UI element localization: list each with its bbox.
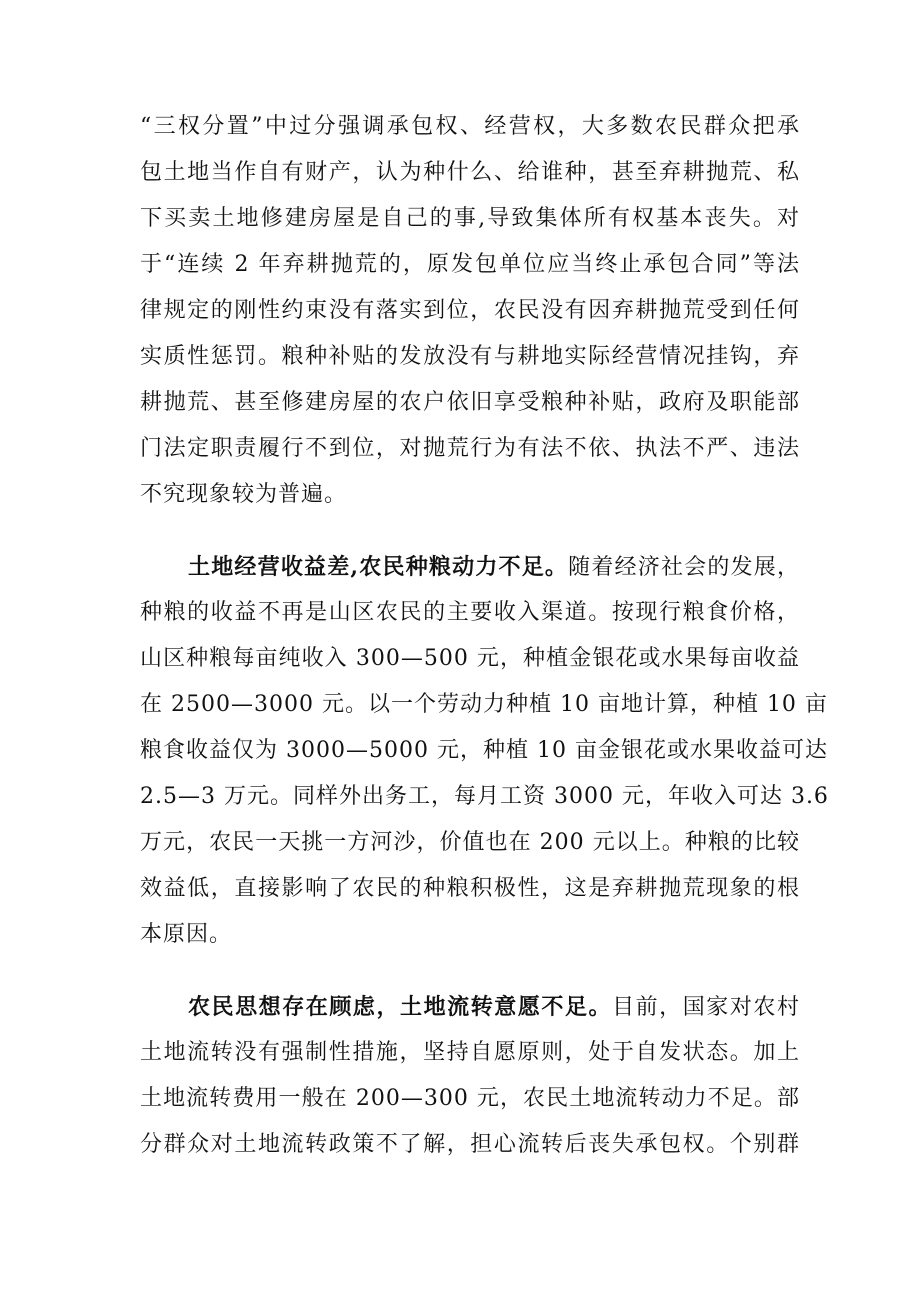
paragraph-land-income: [140, 544, 829, 958]
text-line: 分群众对土地流转政策不了解，担心流转后丧失承包权。个别群: [140, 1132, 800, 1157]
paragraph-land-transfer: [140, 984, 800, 1168]
text-line: 2.5—3 万元。同样外出务工，每月工资 3000 元，年收入可达 3.6: [140, 784, 829, 809]
paragraph-heading: 农民思想存在顾虑，土地流转意愿不足。: [188, 994, 613, 1020]
text-line: 万元，农民一天挑一方河沙，价值也在 200 元以上。种粮的比较: [140, 830, 800, 855]
text-line: “三权分置”中过分强调承包权、经营权，大多数农民群众把承: [140, 114, 800, 139]
text-line: 效益低，直接影响了农民的种粮积极性，这是弃耕抛荒现象的根: [140, 876, 800, 901]
text-line-heading: [140, 984, 800, 1030]
text-line: 律规定的刚性约束没有落实到位，农民没有因弃耕抛荒受到任何: [140, 298, 800, 323]
text-line: 种粮的收益不再是山区农民的主要收入渠道。按现行粮食价格，: [140, 600, 800, 625]
text-line: 下买卖土地修建房屋是自己的事,导致集体所有权基本丧失。对: [140, 206, 800, 231]
text-line: 粮食收益仅为 3000—5000 元，种植 10 亩金银花或水果收益可达: [140, 738, 828, 763]
text-line: 本原因。: [140, 922, 233, 947]
text-line: 于“连续 2 年弃耕抛荒的，原发包单位应当终止承包合同”等法: [140, 252, 800, 277]
text-line: 土地流转费用一般在 200—300 元，农民土地流转动力不足。部: [140, 1086, 800, 1111]
text-line: 在 2500—3000 元。以一个劳动力种植 10 亩地计算，种植 10 亩: [140, 692, 828, 717]
text-line: 不究现象较为普遍。: [140, 482, 348, 507]
heading-continuation: 目前，国家对农村: [612, 995, 800, 1020]
text-line: 包土地当作自有财产，认为种什么、给谁种，甚至弃耕抛荒、私: [140, 160, 800, 185]
text-line: 实质性惩罚。粮种补贴的发放没有与耕地实际经营情况挂钩，弃: [140, 344, 800, 369]
text-line: 门法定职责履行不到位，对抛荒行为有法不依、执法不严、违法: [140, 436, 800, 461]
text-line: 土地流转没有强制性措施，坚持自愿原则，处于自发状态。加上: [140, 1040, 800, 1065]
paragraph-heading: 土地经营收益差,农民种粮动力不足。: [188, 554, 569, 580]
paragraph-land-rights: [140, 104, 800, 518]
text-line: 山区种粮每亩纯收入 300—500 元，种植金银花或水果每亩收益: [140, 646, 800, 671]
text-line-heading: [140, 544, 800, 590]
text-line: 耕抛荒、甚至修建房屋的农户依旧享受粮种补贴，政府及职能部: [140, 390, 800, 415]
heading-continuation: 随着经济社会的发展，: [568, 555, 800, 580]
